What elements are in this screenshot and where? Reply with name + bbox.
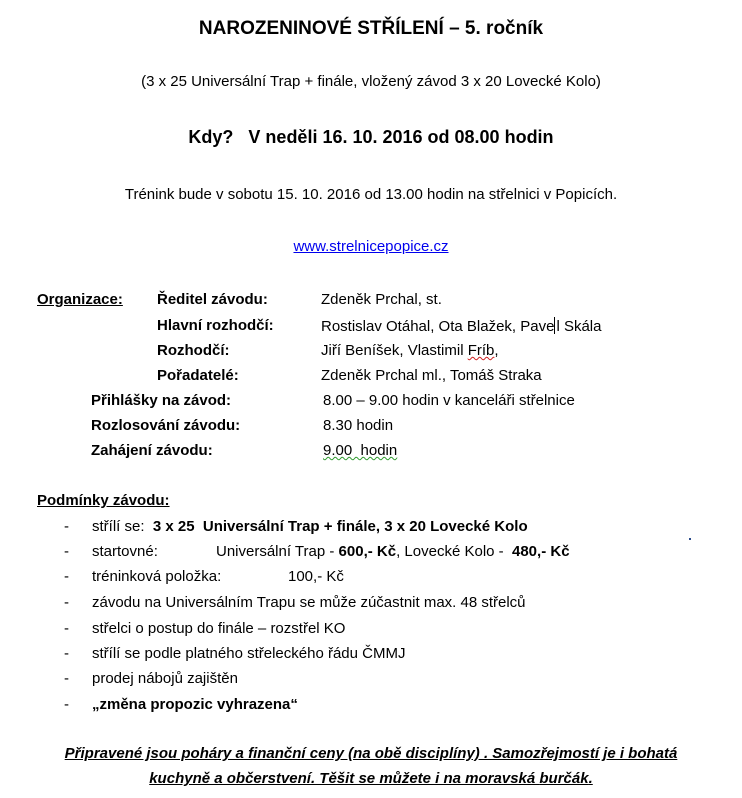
organization-heading: Organizace:: [37, 291, 123, 308]
event-date: Kdy? V neděli 16. 10. 2016 od 08.00 hodin: [188, 127, 554, 147]
org-label-judges: Rozhodčí:: [157, 342, 230, 359]
bullet-dash: -: [64, 543, 69, 560]
fee-lk-label: , Lovecké Kolo -: [396, 543, 512, 560]
org-label-organizers: Pořadatelé:: [157, 367, 239, 384]
judges-text-c: ,: [494, 342, 499, 359]
bullet-dash: -: [64, 620, 69, 637]
website-line: [0, 238, 742, 255]
org-value-judges: [321, 342, 499, 359]
condition-rules: střílí se podle platného střeleckého řádu ČMMJ: [92, 645, 406, 662]
condition-training-price: 100,- Kč: [288, 568, 344, 585]
condition-fee-values: [216, 543, 570, 560]
bullet-dash: -: [64, 518, 69, 535]
chief-judge-text-a: Rostislav Otáhal, Ota Blažek, Pave: [321, 318, 555, 335]
org-label-start: Zahájení závodu:: [91, 442, 213, 459]
condition-training-label: tréninková položka:: [92, 568, 222, 585]
org-value-chief-judge: [321, 317, 601, 335]
chief-judge-text-b: l Skála: [556, 318, 602, 335]
org-value-organizers: Zdeněk Prchal ml., Tomáš Straka: [321, 367, 542, 384]
org-label-registration: Přihlášky na závod:: [91, 392, 232, 409]
training-info: Trénink bude v sobotu 15. 10. 2016 od 13.00 hodin na střelnici v Popicích.: [124, 186, 618, 203]
condition-change: „změna propozic vyhrazena“: [92, 696, 298, 713]
org-label-director: Ředitel závodu:: [157, 291, 268, 308]
footer-line-1: Připravené jsou poháry a finanční ceny (na obě disciplíny) . Samozřejmostí je i bohatá: [64, 745, 678, 762]
org-value-draw: 8.30 hodin: [323, 417, 394, 434]
condition-shoot-bold: 3 x 25 Universální Trap + finále, 3 x 20 Lovecké Kolo: [152, 518, 528, 535]
footer-line-2: [0, 770, 742, 787]
conditions-heading: Podmínky závodu:: [37, 492, 170, 509]
fee-lk-price: 480,- Kč: [512, 543, 570, 560]
fee-ut-price: 600,- Kč: [338, 543, 397, 560]
footer-line-2-b: burčák: [539, 770, 589, 787]
org-value-start: 9.00 hodin: [323, 442, 398, 459]
document-title: NAROZENINOVÉ STŘÍLENÍ – 5. ročník: [198, 18, 544, 39]
bullet-dash: -: [64, 594, 69, 611]
judges-text-a: Jiří Beníšek, Vlastimil: [321, 342, 468, 359]
org-value-director: Zdeněk Prchal, st.: [321, 291, 442, 308]
condition-final: střelci o postup do finále – rozstřel KO: [92, 620, 346, 637]
document-subtitle: (3 x 25 Universální Trap + finále, vložený závod 3 x 20 Lovecké Kolo): [141, 73, 601, 90]
stray-dot: [689, 538, 691, 540]
footer-line-2-c: .: [588, 770, 593, 787]
condition-shoot: [92, 518, 528, 535]
judges-text-b: Fríb: [467, 342, 495, 359]
condition-shoot-prefix: střílí se:: [92, 518, 153, 535]
org-label-draw: Rozlosování závodu:: [91, 417, 241, 434]
bullet-dash: -: [64, 645, 69, 662]
condition-max-shooters: závodu na Universálním Trapu se může zúčastnit max. 48 střelců: [92, 594, 526, 611]
org-value-registration: 8.00 – 9.00 hodin v kanceláři střelnice: [323, 392, 575, 409]
bullet-dash: -: [64, 568, 69, 585]
fee-ut-label: Universální Trap -: [216, 543, 339, 560]
footer-line-2-a: kuchyně a občerstvení. Těšit se můžete i na moravská: [149, 770, 540, 787]
website-link[interactable]: www.strelnicepopice.cz: [293, 238, 449, 255]
bullet-dash: -: [64, 670, 69, 687]
condition-fee-label: startovné:: [92, 543, 158, 560]
condition-ammo: prodej nábojů zajištěn: [92, 670, 238, 687]
bullet-dash: -: [64, 696, 69, 713]
org-label-chief-judge: Hlavní rozhodčí:: [157, 317, 274, 334]
